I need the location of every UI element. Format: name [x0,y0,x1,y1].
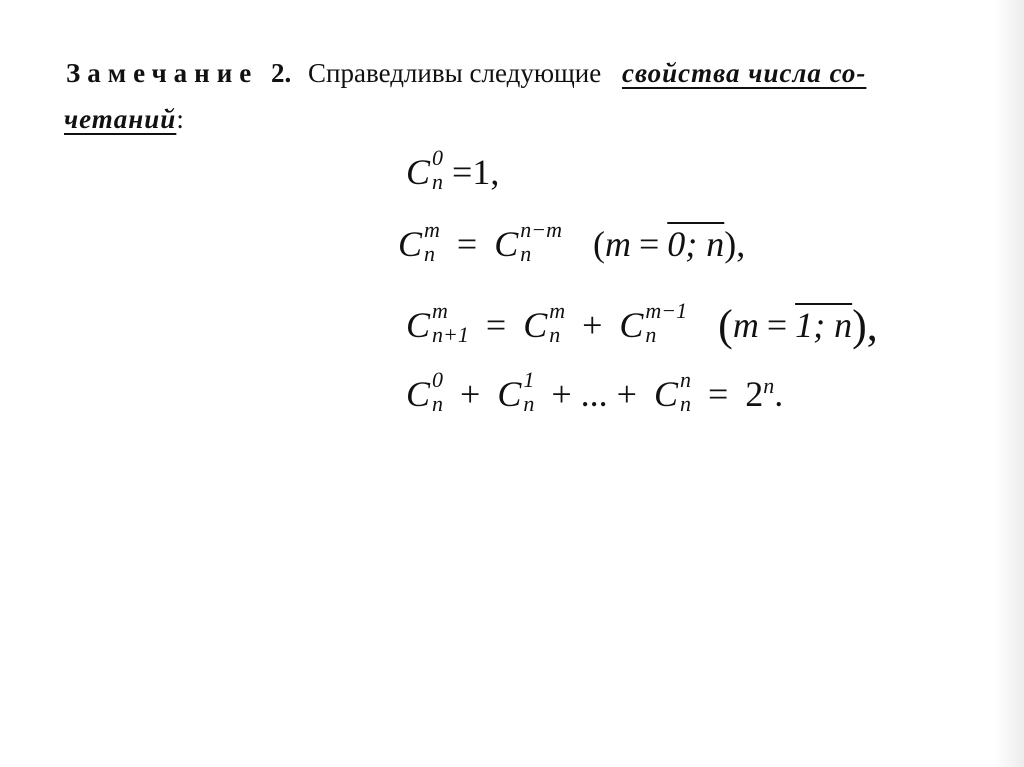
range-variable: m [732,305,759,345]
subscript: n [523,390,535,416]
remark-line-2 [64,96,1004,142]
plus-sign: + [460,374,481,414]
range-equals: = [766,305,788,345]
superscript: m [549,297,566,323]
index-pair [432,144,444,194]
formula-row-1 [406,144,500,198]
binom-symbol: C [497,374,522,414]
superscript: m [424,216,440,242]
remark-emphasis-1: свойства числа со- [621,58,867,88]
binom-symbol: C [398,224,423,264]
subscript: n [520,240,532,266]
formula-row-2 [398,216,746,270]
binom-symbol: C [406,152,431,192]
range-condition [593,224,745,264]
superscript: n [679,366,691,392]
range-interval: 0; n [667,224,725,264]
range-open: ( [718,301,733,350]
range-variable: m [604,224,631,264]
remark-lead: Замечание [66,58,259,88]
index-pair [523,366,535,416]
subscript: n+1 [432,321,469,347]
superscript: m [432,297,448,323]
index-pair [424,216,440,266]
superscript: 1 [523,366,535,392]
index-pair [432,366,444,416]
range-interval: 1; n [795,305,853,345]
equals-sign: = [485,305,507,345]
power-exponent: n [763,373,775,398]
subscript: n [645,321,657,347]
index-pair [679,366,691,416]
range-equals: = [638,224,660,264]
superscript: 0 [432,366,444,392]
superscript: 0 [432,144,444,170]
formula-end: . [774,374,784,414]
formula-row-3 [406,297,878,351]
index-pair [645,297,688,347]
subscript: n [424,240,436,266]
remark-colon: : [176,104,184,134]
remark-text: Справедливы следующие [308,58,602,88]
range-close: ), [852,301,878,350]
remark-emphasis-2: четаний [64,104,177,134]
remark-number: 2. [271,58,292,88]
binom-symbol: C [406,305,431,345]
superscript: n−m [520,216,562,242]
binom-symbol: C [653,374,678,414]
subscript: n [432,168,444,194]
subscript: n [432,390,444,416]
binom-symbol: C [494,224,519,264]
equals-sign: = [456,224,478,264]
range-close: ), [724,224,746,264]
plus-sign: + [582,305,603,345]
subscript: n [549,321,561,347]
range-open: ( [592,224,605,264]
subscript: n [679,390,691,416]
index-pair [549,297,566,347]
remark-paragraph [66,50,1006,142]
equals-sign: = [707,374,729,414]
formula-row-4 [406,366,784,420]
binom-symbol: C [523,305,548,345]
binom-symbol: C [619,305,644,345]
index-pair [432,297,469,347]
power-base: 2 [745,374,764,414]
binom-symbol: C [406,374,431,414]
ellipsis-sum: + ... + [551,374,637,414]
range-condition [718,301,878,350]
superscript: m−1 [645,297,688,323]
formula-rest: =1, [452,152,500,192]
index-pair [520,216,562,266]
